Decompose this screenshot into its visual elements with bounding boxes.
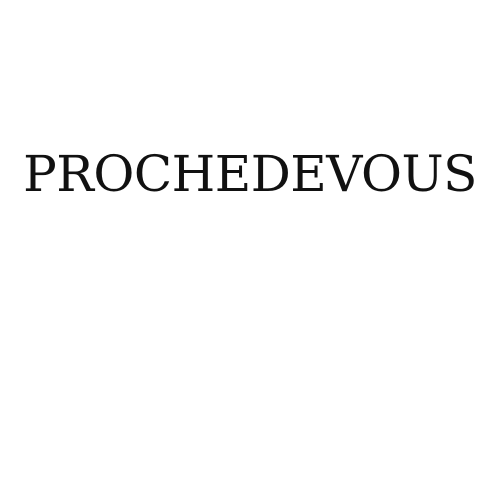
logo-wordmark: PROCHEDEVOUS [23, 145, 477, 203]
